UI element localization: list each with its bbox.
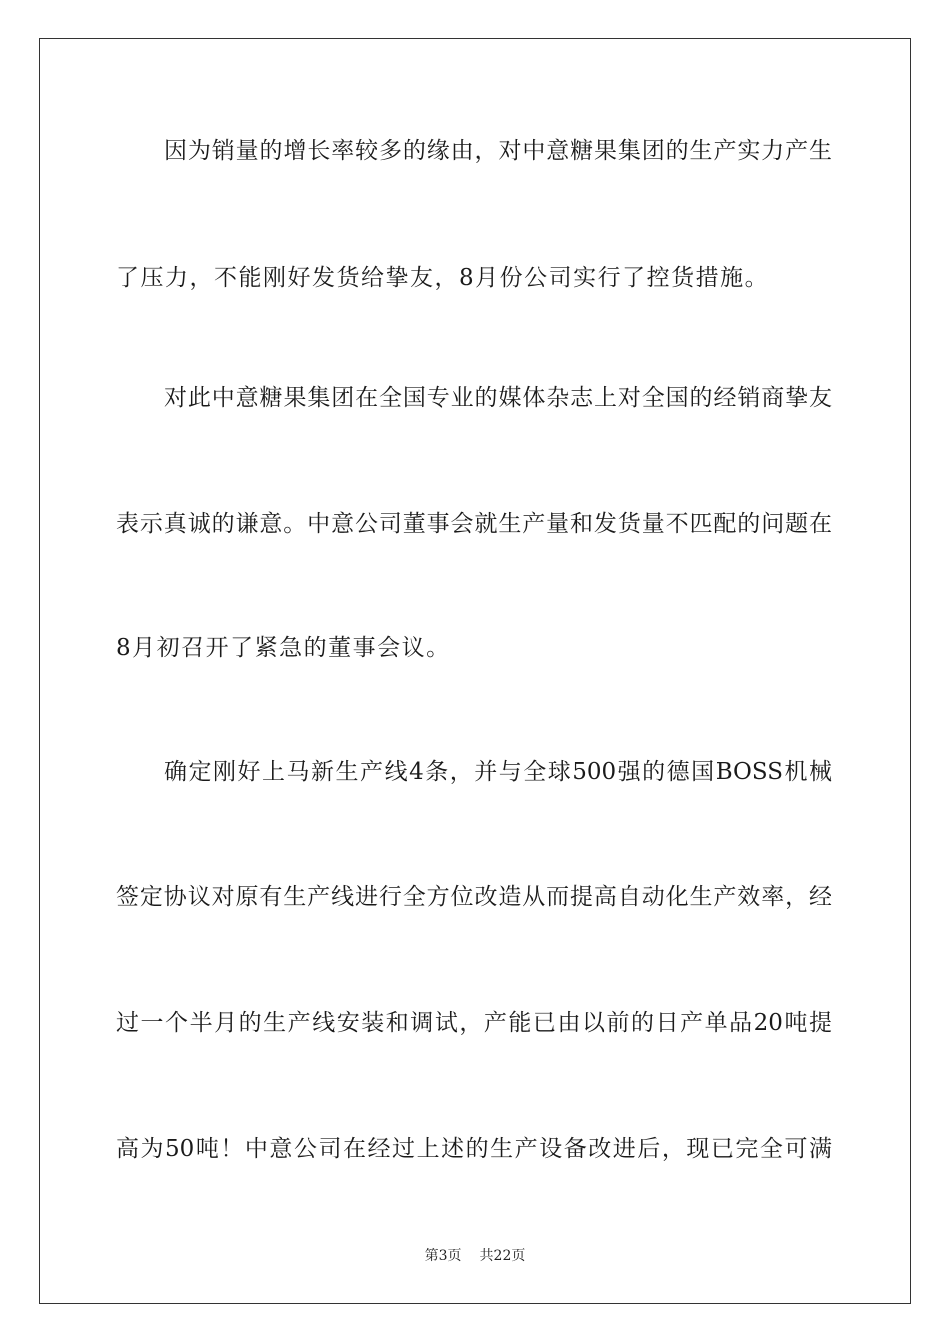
page-total: 共22页 — [479, 1248, 526, 1264]
paragraph-2-line-2: 表示真诚的谦意。中意公司董事会就生产量和发货量不匹配的问题在 — [116, 511, 832, 537]
page-number: 第3页 — [424, 1248, 462, 1264]
paragraph-1-line-1: 因为销量的增长率较多的缘由，对中意糖果集团的生产实力产生 — [164, 138, 832, 164]
paragraph-3-line-1: 确定刚好上马新生产线4条，并与全球500强的德国BOSS机械 — [164, 759, 832, 785]
page-footer — [0, 1247, 950, 1265]
paragraph-1-line-2: 了压力，不能刚好发货给挚友，8月份公司实行了控货措施。 — [116, 265, 770, 291]
paragraph-2-line-3: 8月初召开了紧急的董事会议。 — [116, 635, 451, 661]
paragraph-3-line-3: 过一个半月的生产线安装和调试，产能已由以前的日产单品20吨提 — [116, 1010, 832, 1036]
page-frame — [39, 38, 911, 1304]
paragraph-3-line-2: 签定协议对原有生产线进行全方位改造从而提高自动化生产效率，经 — [116, 884, 832, 910]
paragraph-2-line-1: 对此中意糖果集团在全国专业的媒体杂志上对全国的经销商挚友 — [164, 385, 832, 411]
paragraph-3-line-4: 高为50吨！中意公司在经过上述的生产设备改进后，现已完全可满 — [116, 1136, 832, 1162]
